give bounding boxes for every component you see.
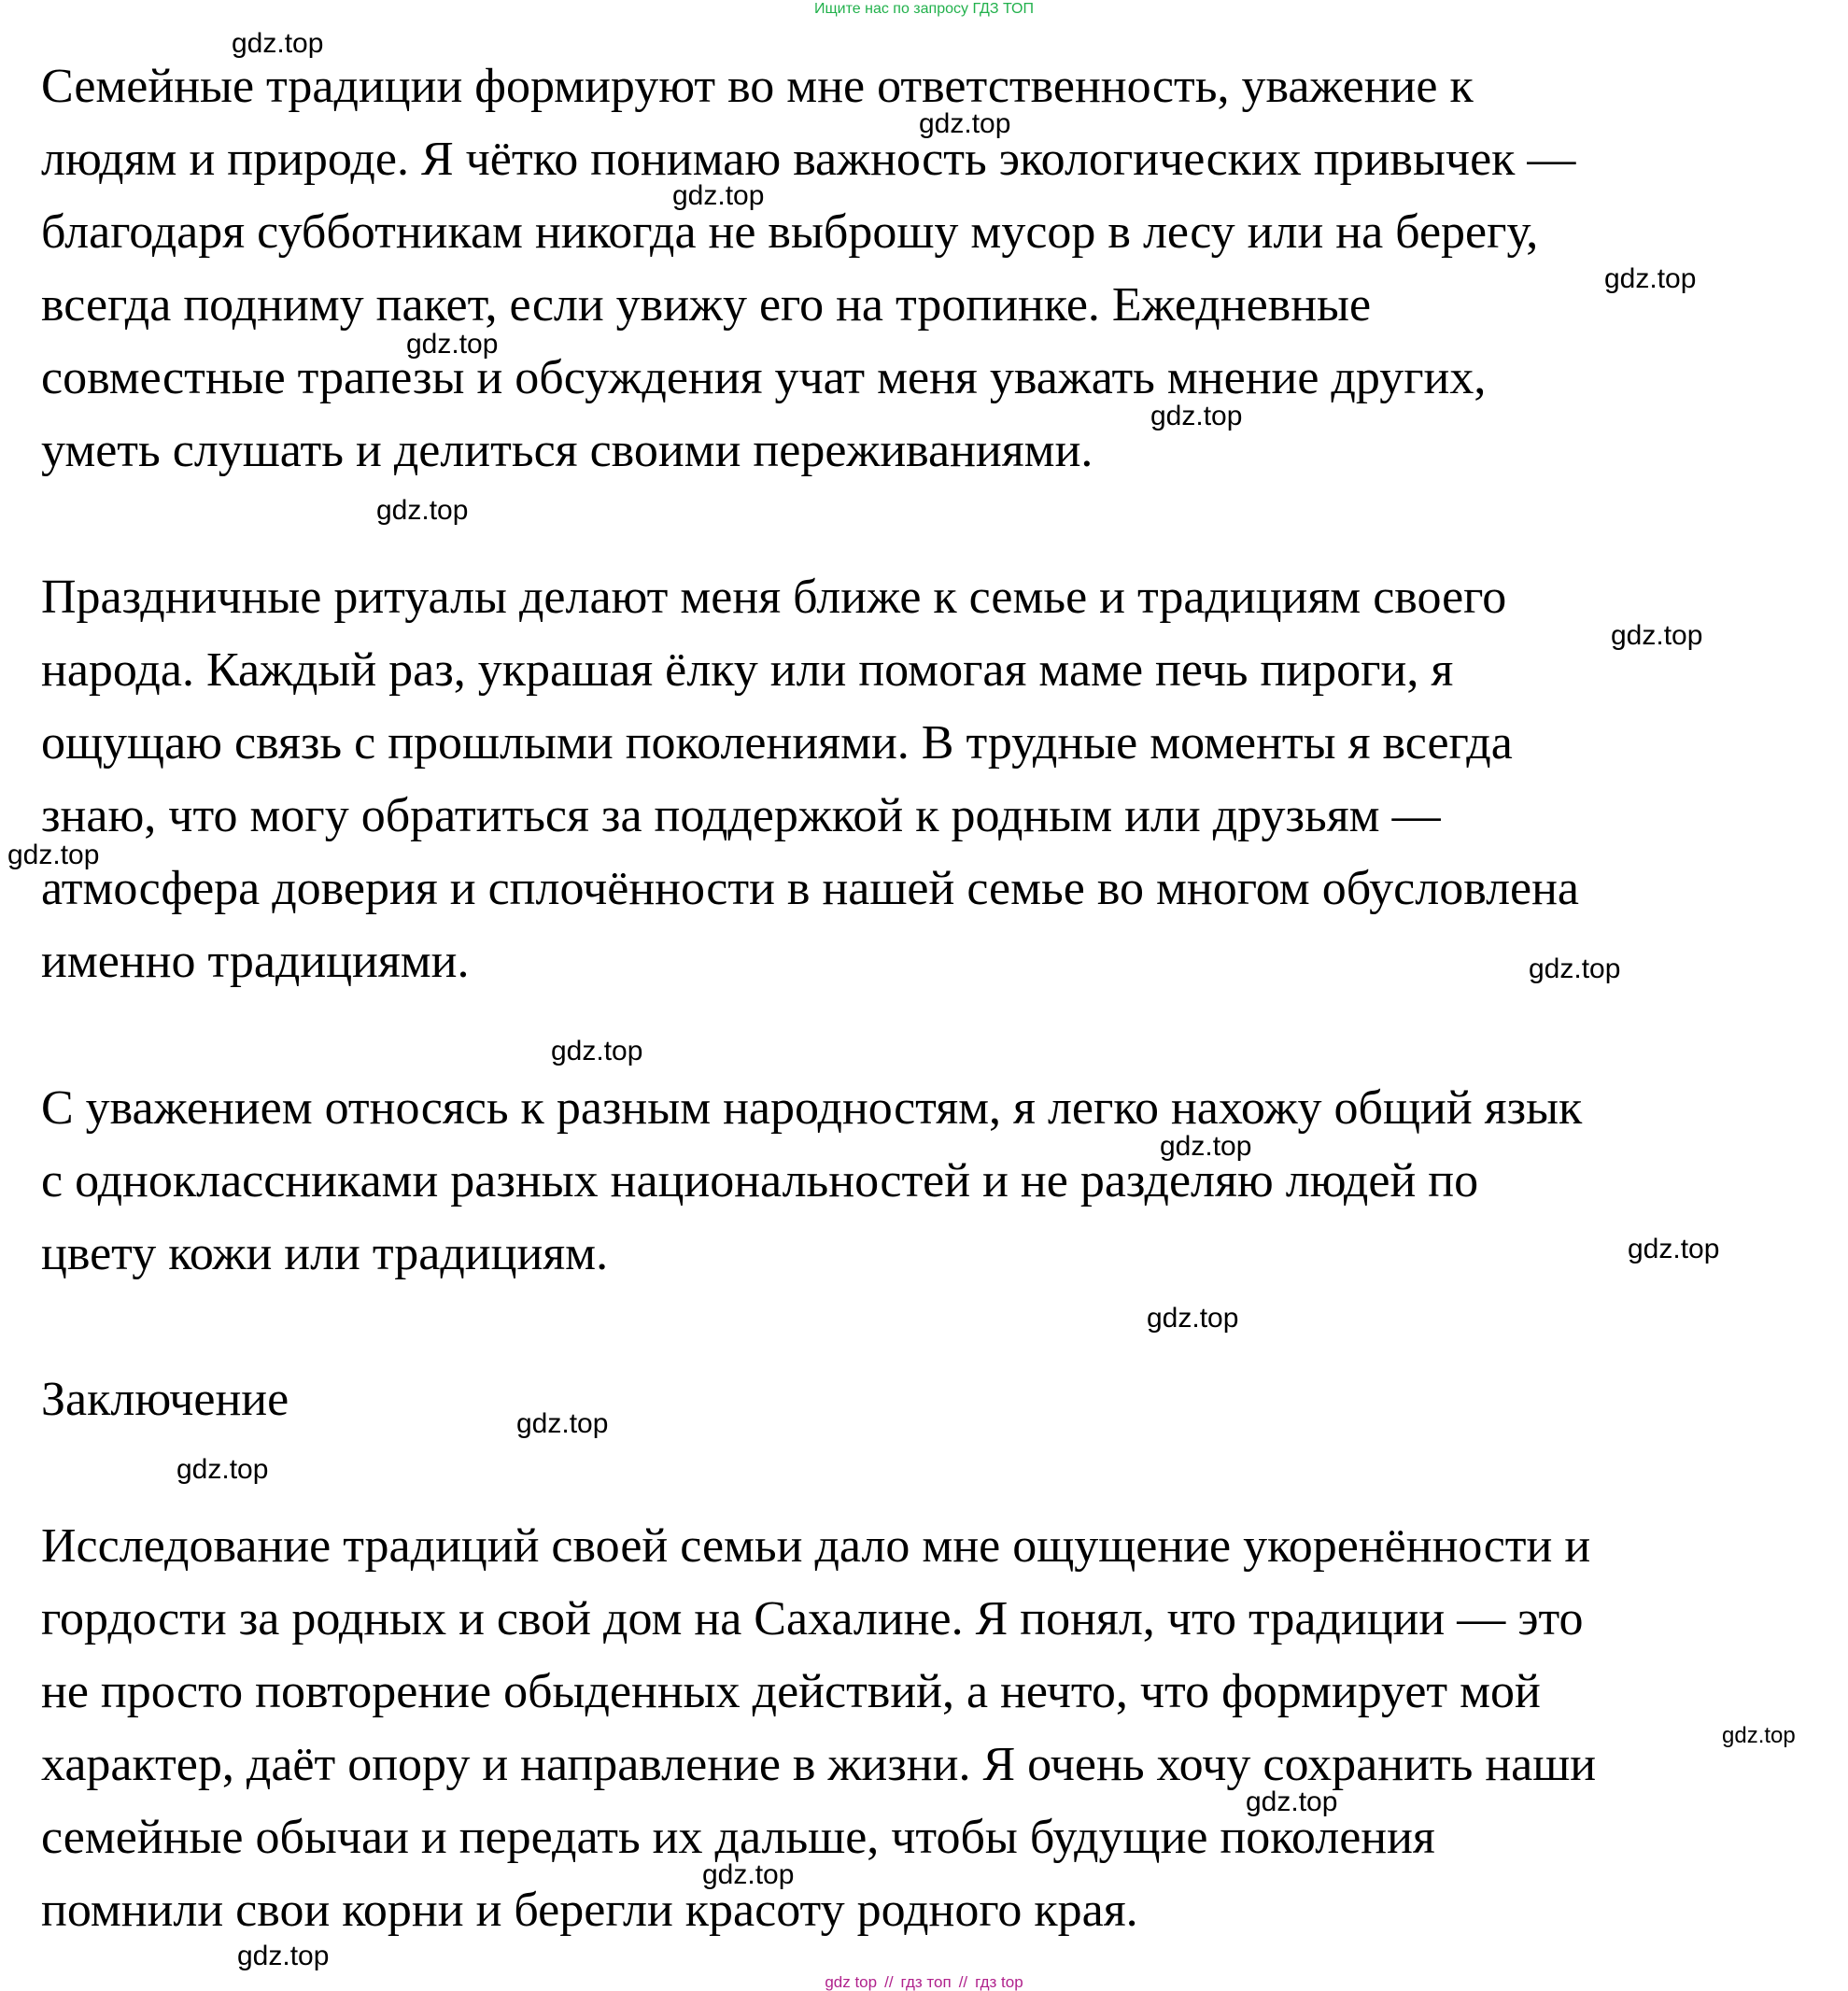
- paragraph-line: благодаря субботникам никогда не выброшу мусор в лесу или на берегу,: [41, 205, 1539, 259]
- paragraph-4: [41, 1510, 1596, 1947]
- paragraph-line: всегда подниму пакет, если увижу его на тропинке. Ежедневные: [41, 278, 1372, 332]
- paragraph-line: Праздничные ритуалы делают меня ближе к семье и традициям своего: [41, 571, 1507, 624]
- paragraph-line: знаю, что могу обратиться за поддержкой к родным или друзьям —: [41, 789, 1441, 842]
- paragraph-line: атмосфера доверия и сплочённости в нашей семье во многом обусловлена: [41, 862, 1580, 915]
- watermark: gdz.top: [176, 1454, 269, 1485]
- watermark: gdz.top: [232, 28, 324, 59]
- footer-separator: //: [884, 1973, 894, 1991]
- watermark: gdz.top: [1147, 1303, 1239, 1334]
- footer-part: гдз top: [975, 1973, 1023, 1991]
- watermark: gdz.top: [7, 840, 100, 870]
- paragraph-line: гордости за родных и свой дом на Сахалине. Я понял, что традиции — это: [41, 1592, 1584, 1645]
- top-banner: Ищите нас по запросу ГДЗ ТОП: [814, 1, 1034, 17]
- watermark: gdz.top: [551, 1036, 643, 1066]
- section-heading: Заключение: [41, 1373, 289, 1426]
- watermark: gdz.top: [1628, 1234, 1720, 1264]
- paragraph-2: [41, 561, 1579, 998]
- watermark: gdz.top: [406, 329, 499, 360]
- paragraph-line: Семейные традиции формируют во мне ответственность, уважение к: [41, 60, 1474, 113]
- paragraph-line: семейные обычаи и передать их дальше, чтобы будущие поколения: [41, 1811, 1435, 1864]
- paragraph-line: совместные трапезы и обсуждения учат меня уважать мнение других,: [41, 351, 1487, 404]
- paragraph-3: [41, 1072, 1582, 1291]
- watermark: gdz.top: [237, 1941, 330, 1971]
- watermark: gdz.top: [1246, 1786, 1338, 1817]
- footer-part: гдз топ: [900, 1973, 952, 1991]
- paragraph-line: ощущаю связь с прошлыми поколениями. В трудные моменты я всегда: [41, 716, 1513, 770]
- watermark: gdz.top: [376, 495, 469, 526]
- footer: [0, 1973, 1848, 1991]
- paragraph-1: [41, 50, 1575, 487]
- watermark: gdz.top: [672, 180, 765, 211]
- paragraph-line: людям и природе. Я чётко понимаю важность экологических привычек —: [41, 133, 1576, 186]
- paragraph-line: характер, даёт опору и направление в жизни. Я очень хочу сохранить наши: [41, 1738, 1597, 1791]
- watermark: gdz.top: [919, 108, 1011, 139]
- paragraph-line: Исследование традиций своей семьи дало мне ощущение укоренённости и: [41, 1519, 1591, 1573]
- watermark: gdz.top: [516, 1408, 609, 1439]
- paragraph-line: цвету кожи или традициям.: [41, 1227, 609, 1280]
- watermark: gdz.top: [1150, 401, 1243, 431]
- paragraph-line: С уважением относясь к разным народностям, я легко нахожу общий язык: [41, 1081, 1583, 1135]
- paragraph-line: народа. Каждый раз, украшая ёлку или помогая маме печь пироги, я: [41, 643, 1454, 697]
- watermark: gdz.top: [1611, 620, 1703, 651]
- watermark: gdz.top: [1160, 1131, 1252, 1162]
- paragraph-line: с одноклассниками разных национальностей и не разделяю людей по: [41, 1154, 1479, 1207]
- paragraph-line: именно традициями.: [41, 935, 470, 988]
- footer-part: gdz top: [825, 1973, 878, 1991]
- watermark: gdz.top: [1722, 1723, 1796, 1748]
- watermark: gdz.top: [702, 1859, 795, 1890]
- paragraph-line: помнили свои корни и берегли красоту родного края.: [41, 1884, 1138, 1937]
- footer-separator: //: [958, 1973, 968, 1991]
- paragraph-line: уметь слушать и делиться своими переживаниями.: [41, 424, 1093, 477]
- paragraph-line: не просто повторение обыденных действий, а нечто, что формирует мой: [41, 1665, 1541, 1718]
- watermark: gdz.top: [1529, 953, 1621, 984]
- watermark: gdz.top: [1604, 263, 1697, 294]
